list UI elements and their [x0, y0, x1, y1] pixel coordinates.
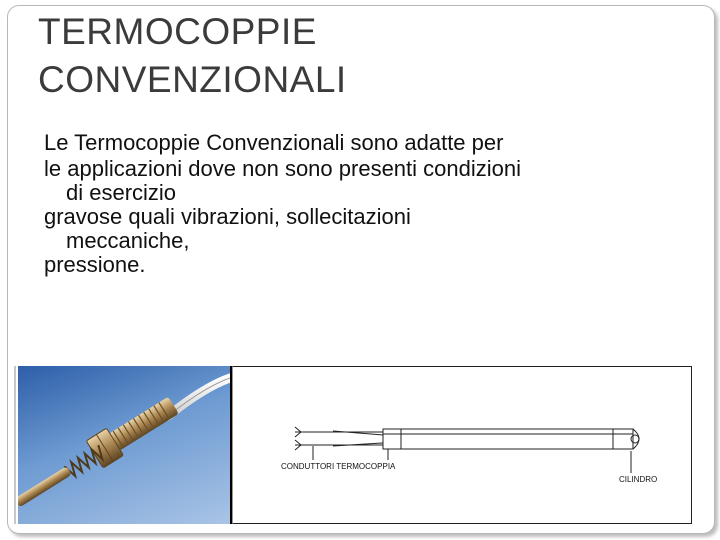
- body-line: meccaniche,: [66, 228, 190, 253]
- title-line-1: TERMOCOPPIE: [38, 11, 317, 52]
- title-line-2: CONVENZIONALI: [38, 59, 347, 100]
- body-line: Le Termocoppie Convenzionali sono adatte per: [44, 130, 504, 155]
- body-line: le applicazioni dove non sono presenti condizioni: [44, 156, 521, 181]
- technical-drawing: [232, 366, 692, 524]
- body-line: pressione.: [44, 252, 146, 277]
- slide-body-text: [44, 130, 684, 278]
- thermocouple-photo-icon: [18, 366, 230, 524]
- thermocouple-photo: [18, 366, 230, 524]
- diagram-label-conductors: CONDUTTORI TERMOCOPPIA: [281, 462, 396, 471]
- body-line: di esercizio: [66, 180, 177, 205]
- figure-left-border: [14, 366, 16, 524]
- slide-title: [38, 8, 347, 104]
- thermocouple-diagram-icon: [233, 367, 691, 523]
- diagram-label-cylinder: CILINDRO: [619, 475, 658, 484]
- body-line: gravose quali vibrazioni, sollecitazioni: [44, 204, 411, 229]
